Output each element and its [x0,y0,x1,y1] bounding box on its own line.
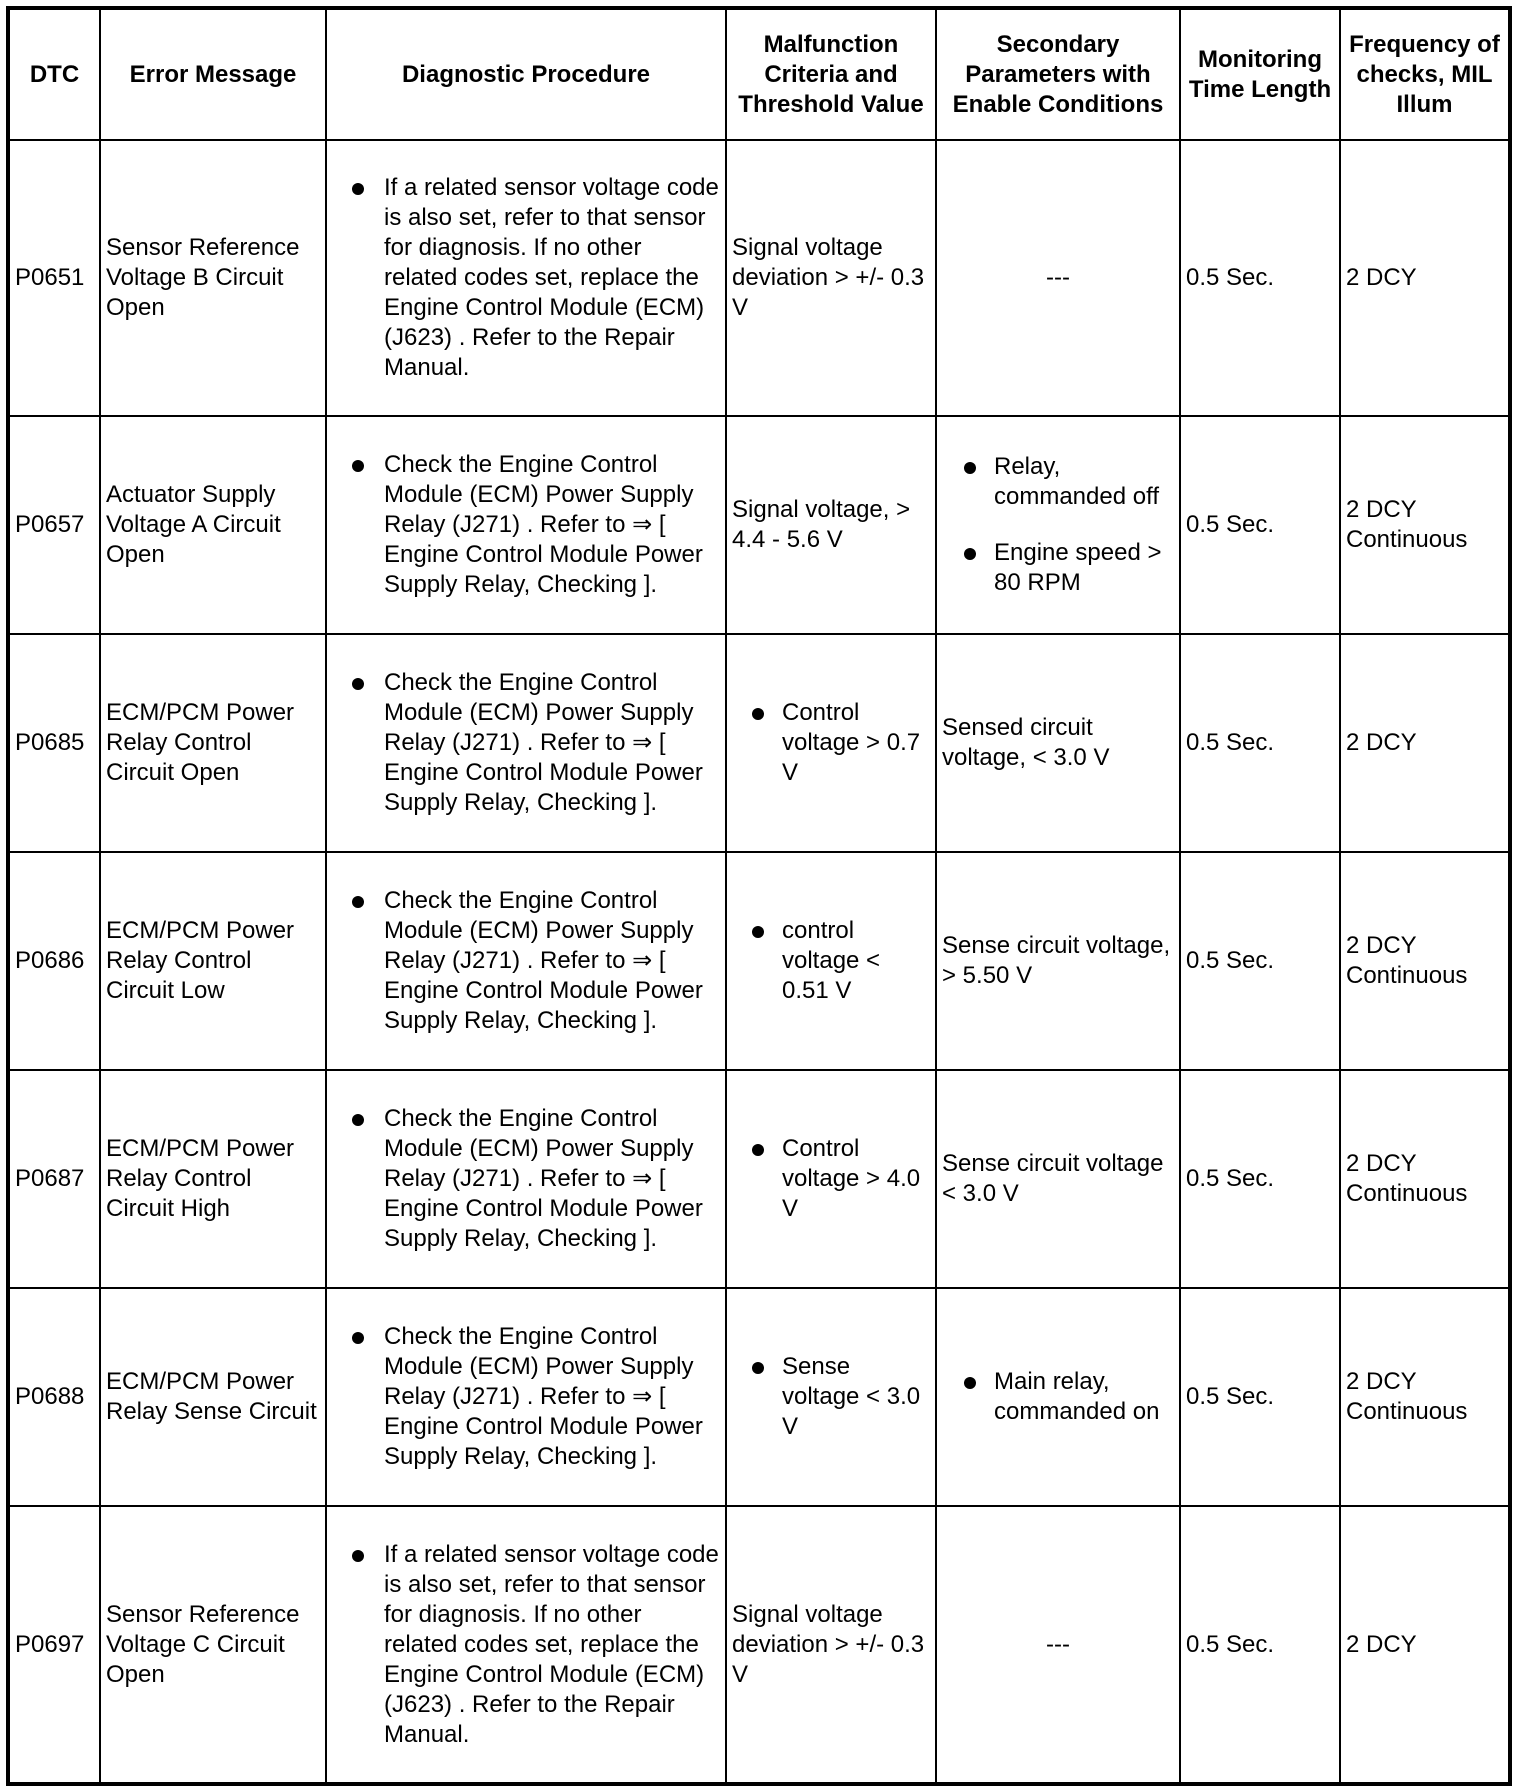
table-header-row [8,8,1510,140]
frequency: 2 DCY Continuous [1340,416,1510,634]
procedure-bullet: Check the Engine Control Module (ECM) Power Supply Relay (J271) . Refer to ⇒ [ Engine Control Module Power Supply Relay, Checking ]. [332,450,720,600]
malfunction-criteria: Signal voltage, > 4.4 - 5.6 V [726,416,936,634]
malfunction-criteria [726,1070,936,1288]
monitoring-time: 0.5 Sec. [1180,1506,1340,1784]
secondary-bullet: Relay, commanded off [942,452,1174,512]
error-message: Actuator Supply Voltage A Circuit Open [100,416,326,634]
malfunction-bullet: Sense voltage < 3.0 V [732,1352,930,1442]
monitoring-time: 0.5 Sec. [1180,1070,1340,1288]
monitoring-time: 0.5 Sec. [1180,416,1340,634]
diagnostic-procedure [326,1288,726,1506]
frequency: 2 DCY [1340,634,1510,852]
error-message: ECM/PCM Power Relay Control Circuit Low [100,852,326,1070]
header-diagnostic-procedure: Diagnostic Procedure [326,8,726,140]
table-row [8,852,1510,1070]
dtc-code: P0697 [8,1506,100,1784]
dtc-code: P0687 [8,1070,100,1288]
procedure-bullet: Check the Engine Control Module (ECM) Power Supply Relay (J271) . Refer to ⇒ [ Engine Control Module Power Supply Relay, Checking ]. [332,1322,720,1472]
malfunction-bullet: Control voltage > 0.7 V [732,698,930,788]
table-row [8,1288,1510,1506]
procedure-bullet: If a related sensor voltage code is also set, refer to that sensor for diagnosis. If no other related codes set, replace the Engine Control Module (ECM) (J623) . Refer to the Repair Manual. [332,173,720,383]
table-row [8,1506,1510,1784]
header-malfunction-criteria: Malfunction Criteria and Threshold Value [726,8,936,140]
frequency: 2 DCY [1340,140,1510,416]
procedure-bullet: Check the Engine Control Module (ECM) Power Supply Relay (J271) . Refer to ⇒ [ Engine Control Module Power Supply Relay, Checking ]. [332,886,720,1036]
procedure-bullet: Check the Engine Control Module (ECM) Power Supply Relay (J271) . Refer to ⇒ [ Engine Control Module Power Supply Relay, Checking ]. [332,668,720,818]
header-frequency: Frequency of checks, MIL Illum [1340,8,1510,140]
header-secondary-parameters: Secondary Parameters with Enable Conditions [936,8,1180,140]
table-row [8,140,1510,416]
secondary-parameters [936,1288,1180,1506]
error-message: Sensor Reference Voltage C Circuit Open [100,1506,326,1784]
dtc-code: P0651 [8,140,100,416]
dtc-code: P0686 [8,852,100,1070]
monitoring-time: 0.5 Sec. [1180,140,1340,416]
document-page [6,6,1514,1782]
diagnostic-procedure [326,1070,726,1288]
monitoring-time: 0.5 Sec. [1180,852,1340,1070]
header-monitoring-time: Monitoring Time Length [1180,8,1340,140]
frequency: 2 DCY Continuous [1340,1288,1510,1506]
table-row [8,1070,1510,1288]
malfunction-criteria: Signal voltage deviation > +/- 0.3 V [726,140,936,416]
secondary-bullet: Main relay, commanded on [942,1367,1174,1427]
secondary-parameters: --- [936,1506,1180,1784]
frequency: 2 DCY Continuous [1340,852,1510,1070]
diagnostic-procedure [326,634,726,852]
frequency: 2 DCY Continuous [1340,1070,1510,1288]
malfunction-criteria [726,852,936,1070]
error-message: Sensor Reference Voltage B Circuit Open [100,140,326,416]
frequency: 2 DCY [1340,1506,1510,1784]
dtc-table [6,6,1512,1786]
malfunction-bullet: control voltage < 0.51 V [732,916,930,1006]
diagnostic-procedure [326,140,726,416]
monitoring-time: 0.5 Sec. [1180,634,1340,852]
diagnostic-procedure [326,416,726,634]
malfunction-criteria [726,1288,936,1506]
table-row [8,634,1510,852]
malfunction-criteria: Signal voltage deviation > +/- 0.3 V [726,1506,936,1784]
header-error-message: Error Message [100,8,326,140]
procedure-bullet: Check the Engine Control Module (ECM) Power Supply Relay (J271) . Refer to ⇒ [ Engine Control Module Power Supply Relay, Checking ]. [332,1104,720,1254]
malfunction-bullet: Control voltage > 4.0 V [732,1134,930,1224]
error-message: ECM/PCM Power Relay Control Circuit High [100,1070,326,1288]
diagnostic-procedure [326,852,726,1070]
error-message: ECM/PCM Power Relay Control Circuit Open [100,634,326,852]
malfunction-criteria [726,634,936,852]
dtc-code: P0685 [8,634,100,852]
diagnostic-procedure [326,1506,726,1784]
secondary-parameters: Sensed circuit voltage, < 3.0 V [936,634,1180,852]
secondary-parameters: --- [936,140,1180,416]
dtc-code: P0688 [8,1288,100,1506]
secondary-bullet: Engine speed > 80 RPM [942,538,1174,598]
procedure-bullet: If a related sensor voltage code is also set, refer to that sensor for diagnosis. If no other related codes set, replace the Engine Control Module (ECM) (J623) . Refer to the Repair Manual. [332,1540,720,1750]
secondary-parameters: Sense circuit voltage < 3.0 V [936,1070,1180,1288]
header-dtc: DTC [8,8,100,140]
monitoring-time: 0.5 Sec. [1180,1288,1340,1506]
secondary-parameters: Sense circuit voltage, > 5.50 V [936,852,1180,1070]
error-message: ECM/PCM Power Relay Sense Circuit [100,1288,326,1506]
secondary-parameters [936,416,1180,634]
table-row [8,416,1510,634]
dtc-code: P0657 [8,416,100,634]
